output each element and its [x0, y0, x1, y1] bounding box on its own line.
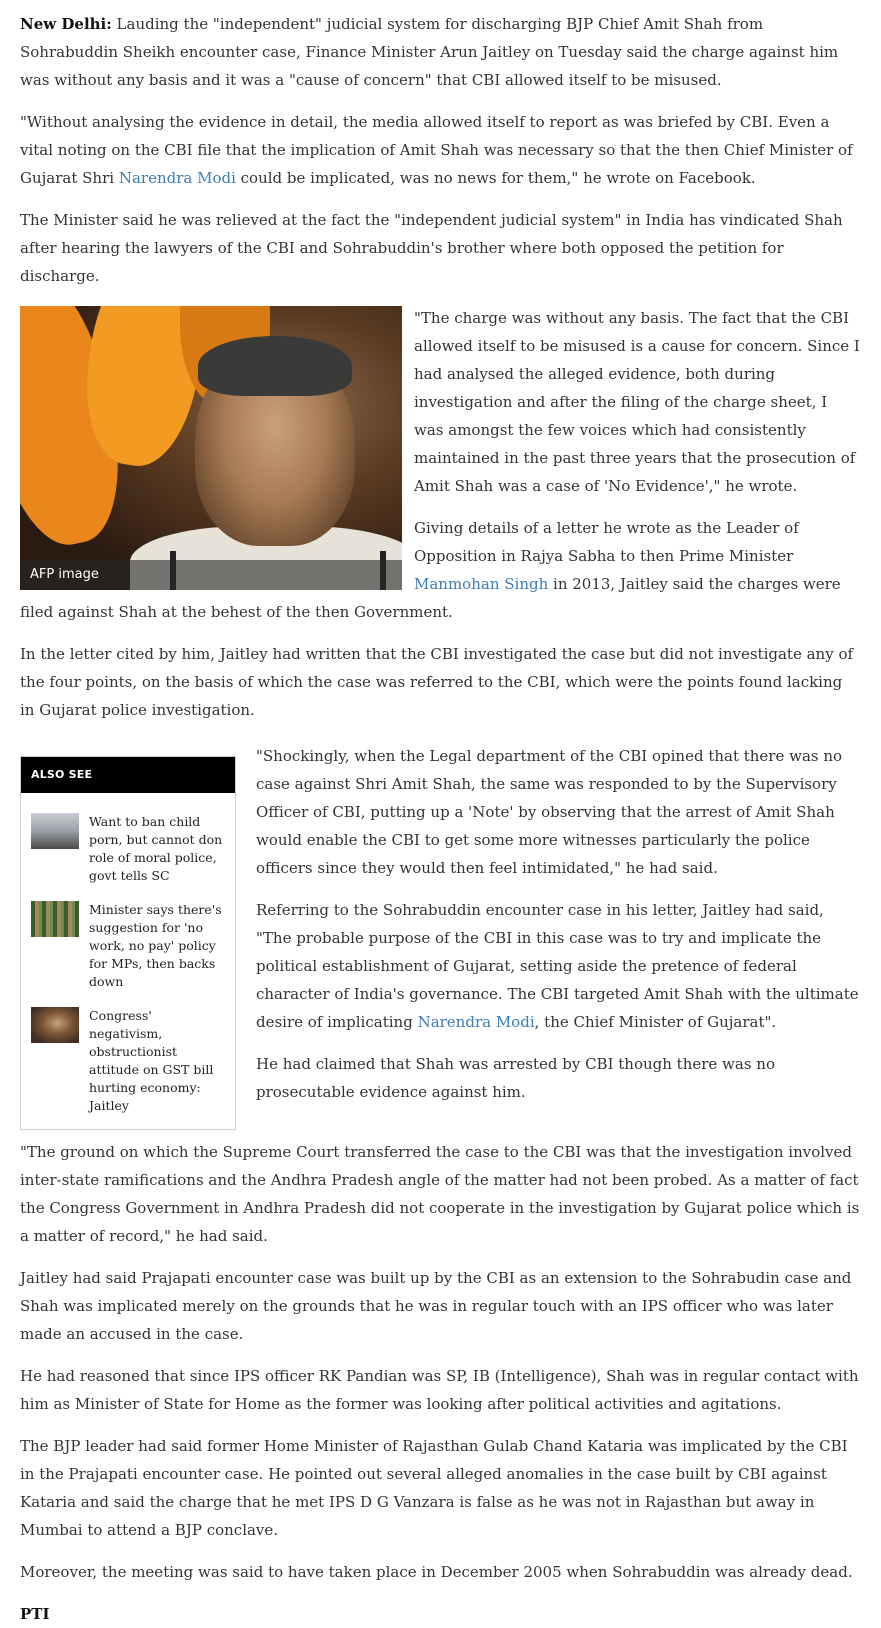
paragraph-13: The BJP leader had said former Home Minister of Rajasthan Gulab Chand Kataria was implicated by the CBI in the Prajapati encounter case. He pointed out several alleged anomalies in the case built by CBI against Kataria and said the charge that he met IPS D G Vanzara is false as he was not in Rajasthan but away in Mumbai to attend a BJP conclave. — [20, 1437, 848, 1539]
paragraph-5-text-a: Giving details of a letter he wrote as the Leader of Opposition in Rajya Sabha to then Prime Minister — [414, 519, 799, 565]
also-see-thumbnail[interactable] — [31, 901, 79, 937]
paragraph-11: Jaitley had said Prajapati encounter case was built up by the CBI as an extension to the Sohrabudin case and Shah was implicated merely on the grounds that he was in regular touch with an IPS officer who was later made an accused in the case. — [20, 1269, 852, 1343]
paragraph-8-text-b: , the Chief Minister of Gujarat". — [534, 1013, 777, 1031]
dateline: New Delhi: — [20, 15, 112, 33]
paragraph-2-text-a: "Without analysing the evidence in detail, the media allowed itself to report as was briefed by CBI. Even a vital noting on the CBI file that the implication of Amit Shah was necessary so that the then Chief Minister of Gujarat Shri — [20, 113, 853, 187]
also-see-title[interactable]: Want to ban child porn, but cannot don role of moral police, govt tells SC — [89, 814, 223, 883]
photo-caption: AFP image — [20, 560, 402, 590]
link-narendra-modi[interactable]: Narendra Modi — [417, 1013, 535, 1031]
article-photo — [20, 306, 402, 590]
also-see-thumbnail[interactable] — [31, 1007, 79, 1043]
paragraph-8-text-a: Referring to the Sohrabuddin encounter case in his letter, Jaitley had said, "The probable purpose of the CBI in this case was to try and implicate the political establishment of Gujarat, setting aside the pretence of federal character of India's governance. The CBI targeted Amit Shah with the ultimate desire of implicating — [256, 901, 859, 1031]
paragraph-1 — [20, 0, 861, 94]
also-see-list — [21, 793, 235, 1129]
paragraph-14: Moreover, the meeting was said to have taken place in December 2005 when Sohrabuddin was already dead. — [20, 1563, 853, 1581]
also-see-header: ALSO SEE — [21, 757, 235, 793]
paragraph-6: In the letter cited by him, Jaitley had written that the CBI investigated the case but did not investigate any of the four points, on the basis of which the case was referred to the CBI, which were the points found lacking in Gujarat police investigation. — [20, 645, 854, 719]
article-credit: PTI — [20, 1605, 50, 1623]
photo-subject-hair — [198, 336, 352, 396]
also-see-title[interactable]: Congress' negativism, obstructionist attitude on GST bill hurting economy: Jaitley — [89, 1008, 214, 1113]
also-see-item[interactable] — [31, 813, 227, 885]
link-manmohan-singh[interactable]: Manmohan Singh — [414, 575, 549, 593]
paragraph-7: "Shockingly, when the Legal department of the CBI opined that there was no case against Shri Amit Shah, the same was responded to by the Supervisory Officer of CBI, putting up a 'Note' by observing that the arrest of Amit Shah would enable the CBI to get some more witnesses particularly the police officers since they would then feel intimidated," he had said. — [256, 747, 843, 877]
paragraph-4: "The charge was without any basis. The fact that the CBI allowed itself to be misused is a cause for concern. Since I had analysed the alleged evidence, both during investigation and after the filing of the charge sheet, I was amongst the few voices which had consistently maintained in the past three years that the prosecution of Amit Shah was a case of 'No Evidence'," he wrote. — [414, 309, 860, 495]
also-see-item[interactable] — [31, 1007, 227, 1115]
link-narendra-modi[interactable]: Narendra Modi — [118, 169, 236, 187]
paragraph-1-text: Lauding the "independent" judicial system for discharging BJP Chief Amit Shah from Sohrabuddin Sheikh encounter case, Finance Minister Arun Jaitley on Tuesday said the charge against him was without any basis and it was a "cause of concern" that CBI allowed itself to be misused. — [20, 15, 839, 89]
paragraph-9: He had claimed that Shah was arrested by CBI though there was no prosecutable evidence against him. — [256, 1055, 775, 1101]
paragraph-12: He had reasoned that since IPS officer RK Pandian was SP, IB (Intelligence), Shah was in regular contact with him as Minister of State for Home as the former was looking after political activities and agitations. — [20, 1367, 859, 1413]
also-see-thumbnail[interactable] — [31, 813, 79, 849]
paragraph-3: The Minister said he was relieved at the fact the "independent judicial system" in India has vindicated Shah after hearing the lawyers of the CBI and Sohrabuddin's brother where both opposed the petition for discharge. — [20, 211, 843, 285]
also-see-box — [20, 756, 236, 1130]
paragraph-10: "The ground on which the Supreme Court transferred the case to the CBI was that the investigation involved inter-state ramifications and the Andhra Pradesh angle of the matter had not been probed. As a matter of fact the Congress Government in Andhra Pradesh did not cooperate in the investigation by Gujarat police which is a matter of record," he had said. — [20, 1143, 860, 1245]
paragraph-5-text-b: in 2013, Jaitley said the charges were filed against Shah at the behest of the then Government. — [20, 575, 841, 621]
paragraph-2-text-b: could be implicated, was no news for them," he wrote on Facebook. — [235, 169, 756, 187]
paragraph-2 — [20, 108, 861, 192]
also-see-item[interactable] — [31, 901, 227, 991]
also-see-title[interactable]: Minister says there's suggestion for 'no work, no pay' policy for MPs, then backs down — [89, 902, 222, 989]
